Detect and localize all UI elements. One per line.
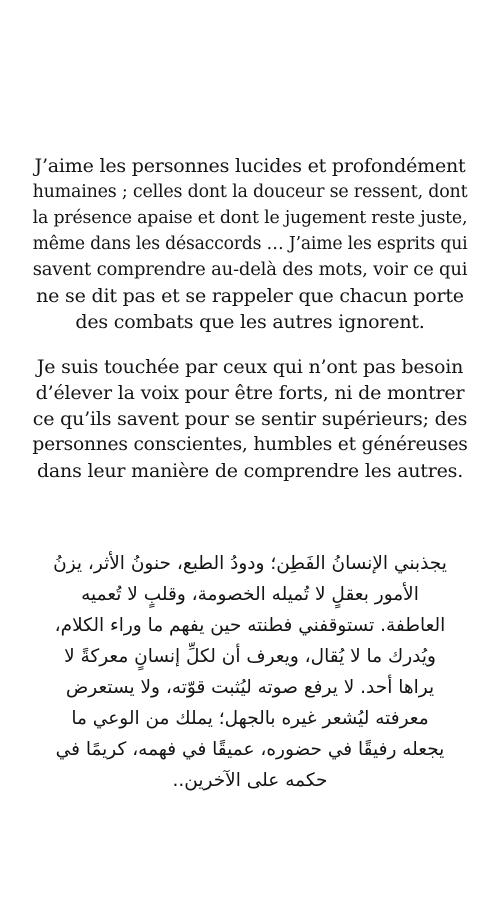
text-line: ce qu’ils savent pour se sentir supérieurs; des xyxy=(32,408,468,430)
text-line: العاطفة. تستوقفني فطنته حين يفهم ما وراء الكلام، xyxy=(54,615,446,636)
text-line: personnes conscientes, humbles et généreuses xyxy=(32,434,468,455)
text-line: يراها أحد. لا يرفع صوته ليُثبت قوّته، ولا يستعرض xyxy=(65,677,435,698)
text-line: même dans les désaccords … J’aime les esprits qui xyxy=(32,234,468,254)
text-line: معرفته ليُشعر غيره بالجهل؛ يملك من الوعي ما xyxy=(71,708,429,729)
french-paragraph-2 xyxy=(30,354,470,484)
text-line: humaines ; celles dont la douceur se ressent, dont xyxy=(32,182,468,202)
text-line: d’élever la voix pour être forts, ni de montrer xyxy=(35,382,465,404)
text-line: la présence apaise et dont le jugement reste juste, xyxy=(32,208,468,228)
text-line: Je suis touchée par ceux qui n’ont pas besoin xyxy=(36,356,464,378)
text-line: savent comprendre au-delà des mots, voir ce qui xyxy=(32,259,468,280)
text-line: يجذبني الإنسانُ الفَطِن؛ ودودُ الطبع، حنونُ الأثر، يزنُ xyxy=(53,553,447,574)
text-line: J’aime les personnes lucides et profondément xyxy=(34,155,466,177)
french-paragraph-1 xyxy=(30,153,470,335)
text-line: ne se dit pas et se rappeler que chacun porte xyxy=(36,285,464,307)
arabic-paragraph xyxy=(28,548,472,796)
text-line: حكمه على الآخرين.. xyxy=(172,770,328,791)
text-line: des combats que les autres ignorent. xyxy=(75,311,425,333)
text-line: الأمور بعقلٍ لا تُميله الخصومة، وقلبٍ لا تُعميه xyxy=(81,584,419,605)
text-line: يجعله رفيقًا في حضوره، عميقًا في فهمه، كريمًا في xyxy=(55,739,445,760)
text-line: ويُدرك ما لا يُقال، ويعرف أن لكلِّ إنسانٍ معركةً لا xyxy=(64,646,436,667)
text-line: dans leur manière de comprendre les autres. xyxy=(36,460,464,482)
